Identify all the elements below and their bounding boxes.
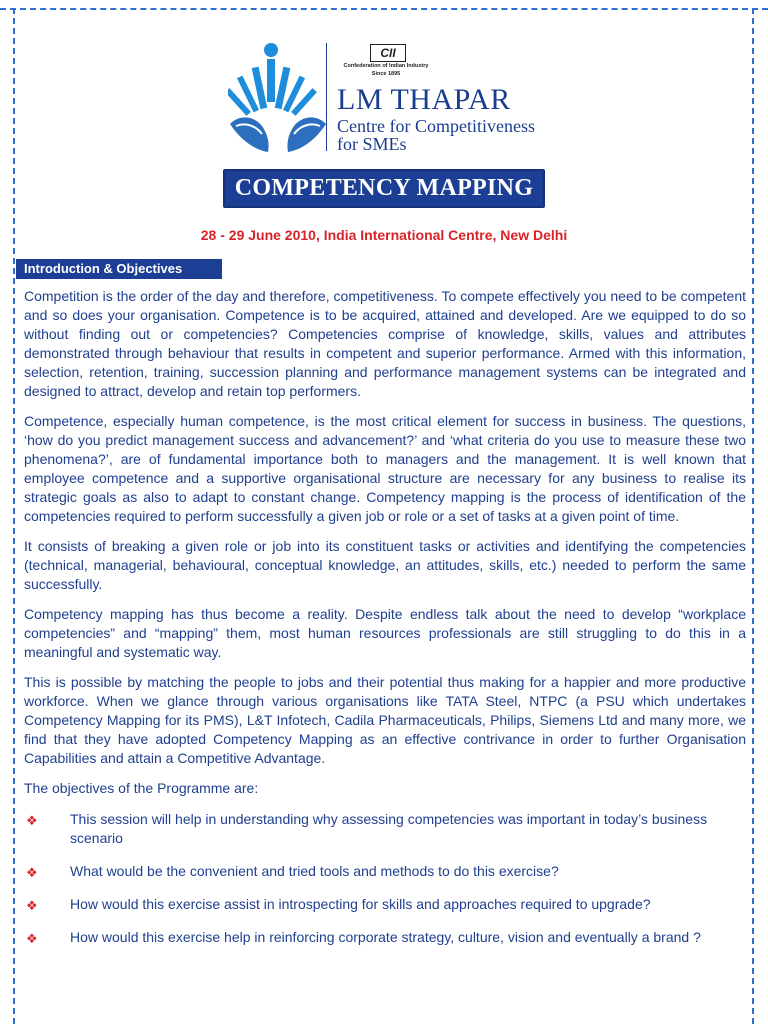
list-item bbox=[24, 895, 746, 914]
border-right bbox=[752, 8, 754, 1024]
list-item bbox=[24, 810, 746, 848]
title-banner bbox=[223, 169, 545, 208]
brand-subtitle-1: Centre for Competitiveness bbox=[337, 116, 535, 136]
cii-logo: CII bbox=[370, 44, 406, 62]
lm-thapar-logo-icon bbox=[228, 42, 328, 154]
border-left bbox=[13, 8, 15, 1024]
diamond-bullet-icon: ❖ bbox=[26, 813, 38, 828]
diamond-bullet-icon: ❖ bbox=[26, 898, 38, 913]
brand-subtitle-2: for SMEs bbox=[337, 134, 407, 154]
cii-name: Confederation of Indian Industry bbox=[343, 63, 429, 69]
border-top bbox=[0, 8, 768, 10]
logo-divider bbox=[326, 43, 327, 151]
cii-since: Since 1895 bbox=[371, 71, 401, 77]
paragraph: This is possible by matching the people to jobs and their potential thus making for a happier and more productive workforce. When we glance through various organisations like TATA Steel, NTPC (a PSU which undertakes Competency Mapping for its PMS), L&T Infotech, Cadila Pharmaceuticals, Philips, Siemens Ltd and many more, we find that they have adopted Competency Mapping as an effective contrivance in order to further Organisation Capabilities and attain a Competitive Advantage. bbox=[24, 674, 746, 766]
objective-text: This session will help in understanding why assessing competencies was important in today’s business scenario bbox=[70, 811, 708, 846]
objective-text: How would this exercise help in reinforcing corporate strategy, culture, vision and eventually a brand ? bbox=[70, 929, 701, 945]
objectives-list bbox=[24, 810, 746, 947]
list-item bbox=[24, 928, 746, 947]
paragraph: Competition is the order of the day and therefore, competitiveness. To compete effectively you need to be competent and so does your organisation. Competence is to be acquired, attained and developed. Are we equipped to do so without finding out or competencies? Competencies comprise of knowledge, skills, values and attributes demonstrated through behaviour that results in competent and superior performance. Armed with this information, selection, retention, training, succession planning and performance management systems can be integrated and designed to attract, develop and retain top performers. bbox=[24, 288, 746, 399]
objective-text: What would be the convenient and tried tools and methods to do this exercise? bbox=[70, 863, 559, 879]
paragraph: It consists of breaking a given role or job into its constituent tasks or activities and identifying the competencies (technical, managerial, behavioural, conceptual knowledge, an attitudes, skills, etc.) needed to perform the same successfully. bbox=[24, 538, 746, 592]
objectives-intro: The objectives of the Programme are: bbox=[24, 780, 259, 796]
event-details: 28 - 29 June 2010, India International Centre, New Delhi bbox=[200, 227, 568, 243]
objective-text: How would this exercise assist in introspecting for skills and approaches required to upgrade? bbox=[70, 896, 651, 912]
brand-name: LM THAPAR bbox=[337, 83, 511, 116]
main-content bbox=[24, 287, 746, 961]
page-title: COMPETENCY MAPPING bbox=[234, 175, 534, 201]
diamond-bullet-icon: ❖ bbox=[26, 865, 38, 880]
paragraph: Competency mapping has thus become a reality. Despite endless talk about the need to develop “workplace competencies” and “mapping” them, most human resources professionals are still struggling to do this in a meaningful and systematic way. bbox=[24, 606, 746, 660]
paragraph: Competence, especially human competence, is the most critical element for success in business. The questions, ‘how do you predict management success and advancement?’ and ‘what criteria do you use to measure these two phenomena?’, are of fundamental importance both to managers and the management. It is well known that employee competence and a supportive organisational structure are necessary for any business to realise its strategic goals as also to adapt to constant change. Competency mapping is the process of identification of the competencies required to perform successfully a given job or role or a set of tasks at a given point of time. bbox=[24, 413, 746, 524]
section-heading: Introduction & Objectives bbox=[16, 259, 222, 279]
list-item bbox=[24, 862, 746, 881]
diamond-bullet-icon: ❖ bbox=[26, 931, 38, 946]
